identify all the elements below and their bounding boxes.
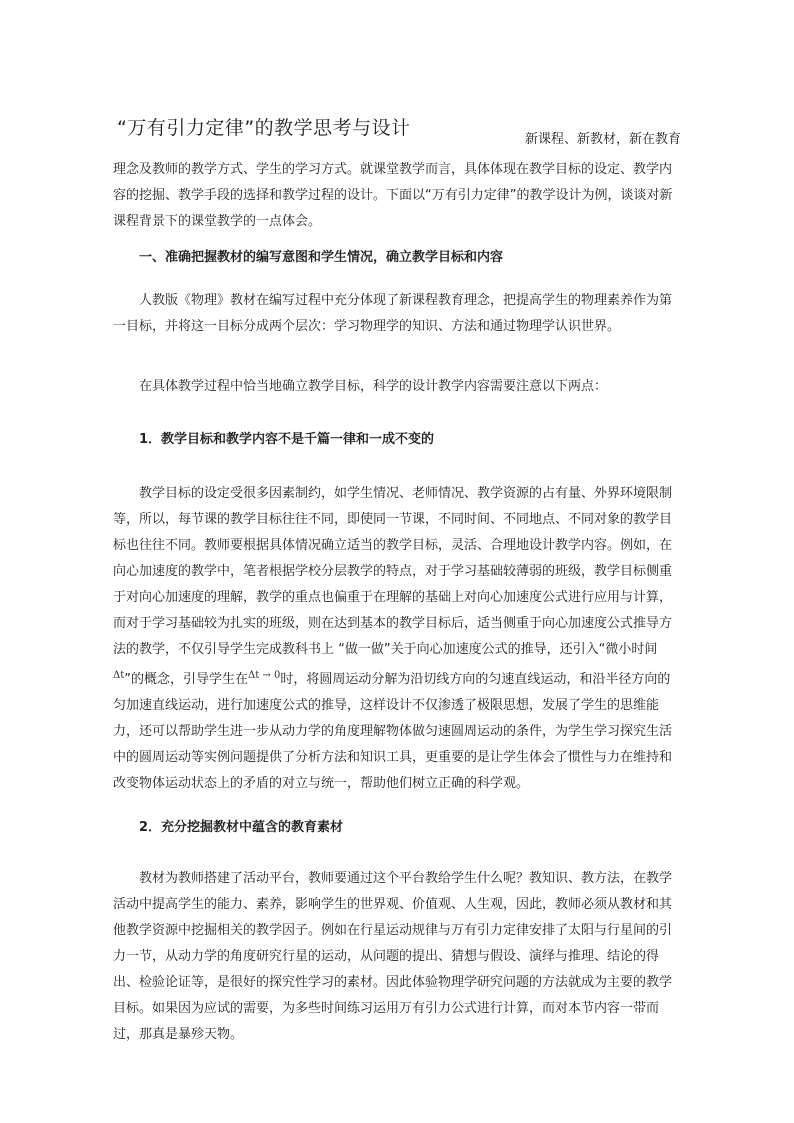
math-delta-t-to-zero: Δt → 0 — [248, 670, 281, 681]
section1-paragraph-2: 在具体教学过程中恰当地确立教学目标，科学的设计教学内容需要注意以下两点： — [139, 379, 608, 394]
intro-lead-fragment: 新课程、新教材，新在教育 — [524, 132, 681, 147]
document-title: “万有引力定律”的教学思考与设计 — [117, 117, 411, 139]
section1-paragraph-1: 人教版《物理》教材在编写过程中充分体现了新课程教育理念，把提高学生的物理素养作为第一目标，并将这一目标分成两个层次：学习物理学的知识、方法和通过物理学认识世界。 — [113, 293, 673, 334]
intro-paragraph: 理念及教师的教学方式、学生的学习方式。就课堂教学而言，具体体现在教学目标的设定、教学内容的挖掘、教学手段的选择和教学过程的设计。下面以“万有引力定律”的教学设计为例，谈谈对新课程背景下的课堂教学的一点体会。 — [113, 162, 673, 229]
paragraph-text-part-a: 教学目标的设定受很多因素制约，如学生情况、老师情况、教学资源的占有量、外界环境限制等，所以，每节课的教学目标往往不同，即使同一节课，不同时间、不同地点、不同对象的教学目标也往往不同。教师要根据具体情况确立适当的教学目标，灵活、合理地设计教学内容。例如，在向心加速度的教学中，笔者根据学校分层教学的特点，对于学习基础较薄弱的班级，教学目标侧重于对向心加速度的理解，教学的重点也偏重于在理解的基础上对向心加速度公式进行应用与计算，而对于学习基础较为扎实的班级，则在达到基本的教学目标后，适当侧重于向心加速度公式推导方法的教学，不仅引导学生完成教科书上 “做一做”关于向心加速度公式的推导，还引入“微小时间 — [113, 486, 673, 657]
subsection-heading-1: 1．教学目标和教学内容不是千篇一律和一成不变的 — [139, 432, 435, 447]
math-delta-t: Δt — [113, 670, 125, 681]
section-heading-1: 一、准确把握教材的编写意图和学生情况，确立教学目标和内容 — [139, 250, 504, 265]
subsection1-paragraph — [113, 481, 681, 797]
paragraph-text-part-c: 时，将圆周运动分解为沿切线方向的匀速直线运动，和沿半径方向的匀加速直线运动，进行加速度公式的推导，这样设计不仅渗透了极限思想，发展了学生的思维能力，还可以帮助学生进一步从动力学的角度理解物体做匀速圆周运动的条件，为学生学习探究生活中的圆周运动等实例问题提供了分析方法和知识工具，更重要的是让学生体会了惯性与力在维持和改变物体运动状态上的矛盾的对立与统一，帮助他们树立正确的科学观。 — [113, 672, 673, 791]
paragraph-text-part-b: ”的概念，引导学生在 — [124, 672, 248, 687]
subsection-heading-2: 2．充分挖掘教材中蕴含的教育素材 — [139, 820, 344, 835]
subsection2-paragraph: 教材为教师搭建了活动平台，教师要通过这个平台教给学生什么呢？教知识、教方法，在教学活动中提高学生的能力、素养，影响学生的世界观、价值观、人生观，因此，教师必须从教材和其他教学资源中挖掘相关的教学因子。例如在行星运动规律与万有引力定律安排了太阳与行星间的引力一节，从动力学的角度研究行星的运动，从问题的提出、猜想与假设、演绎与推理、结论的得出、检验论证等，是很好的探究性学习的素材。因此体验物理学研究问题的方法就成为主要的教学目标。如果因为应试的需要，为多些时间练习运用万有引力公式进行计算，而对本节内容一带而过，那真是暴殄天物。 — [113, 871, 673, 1042]
